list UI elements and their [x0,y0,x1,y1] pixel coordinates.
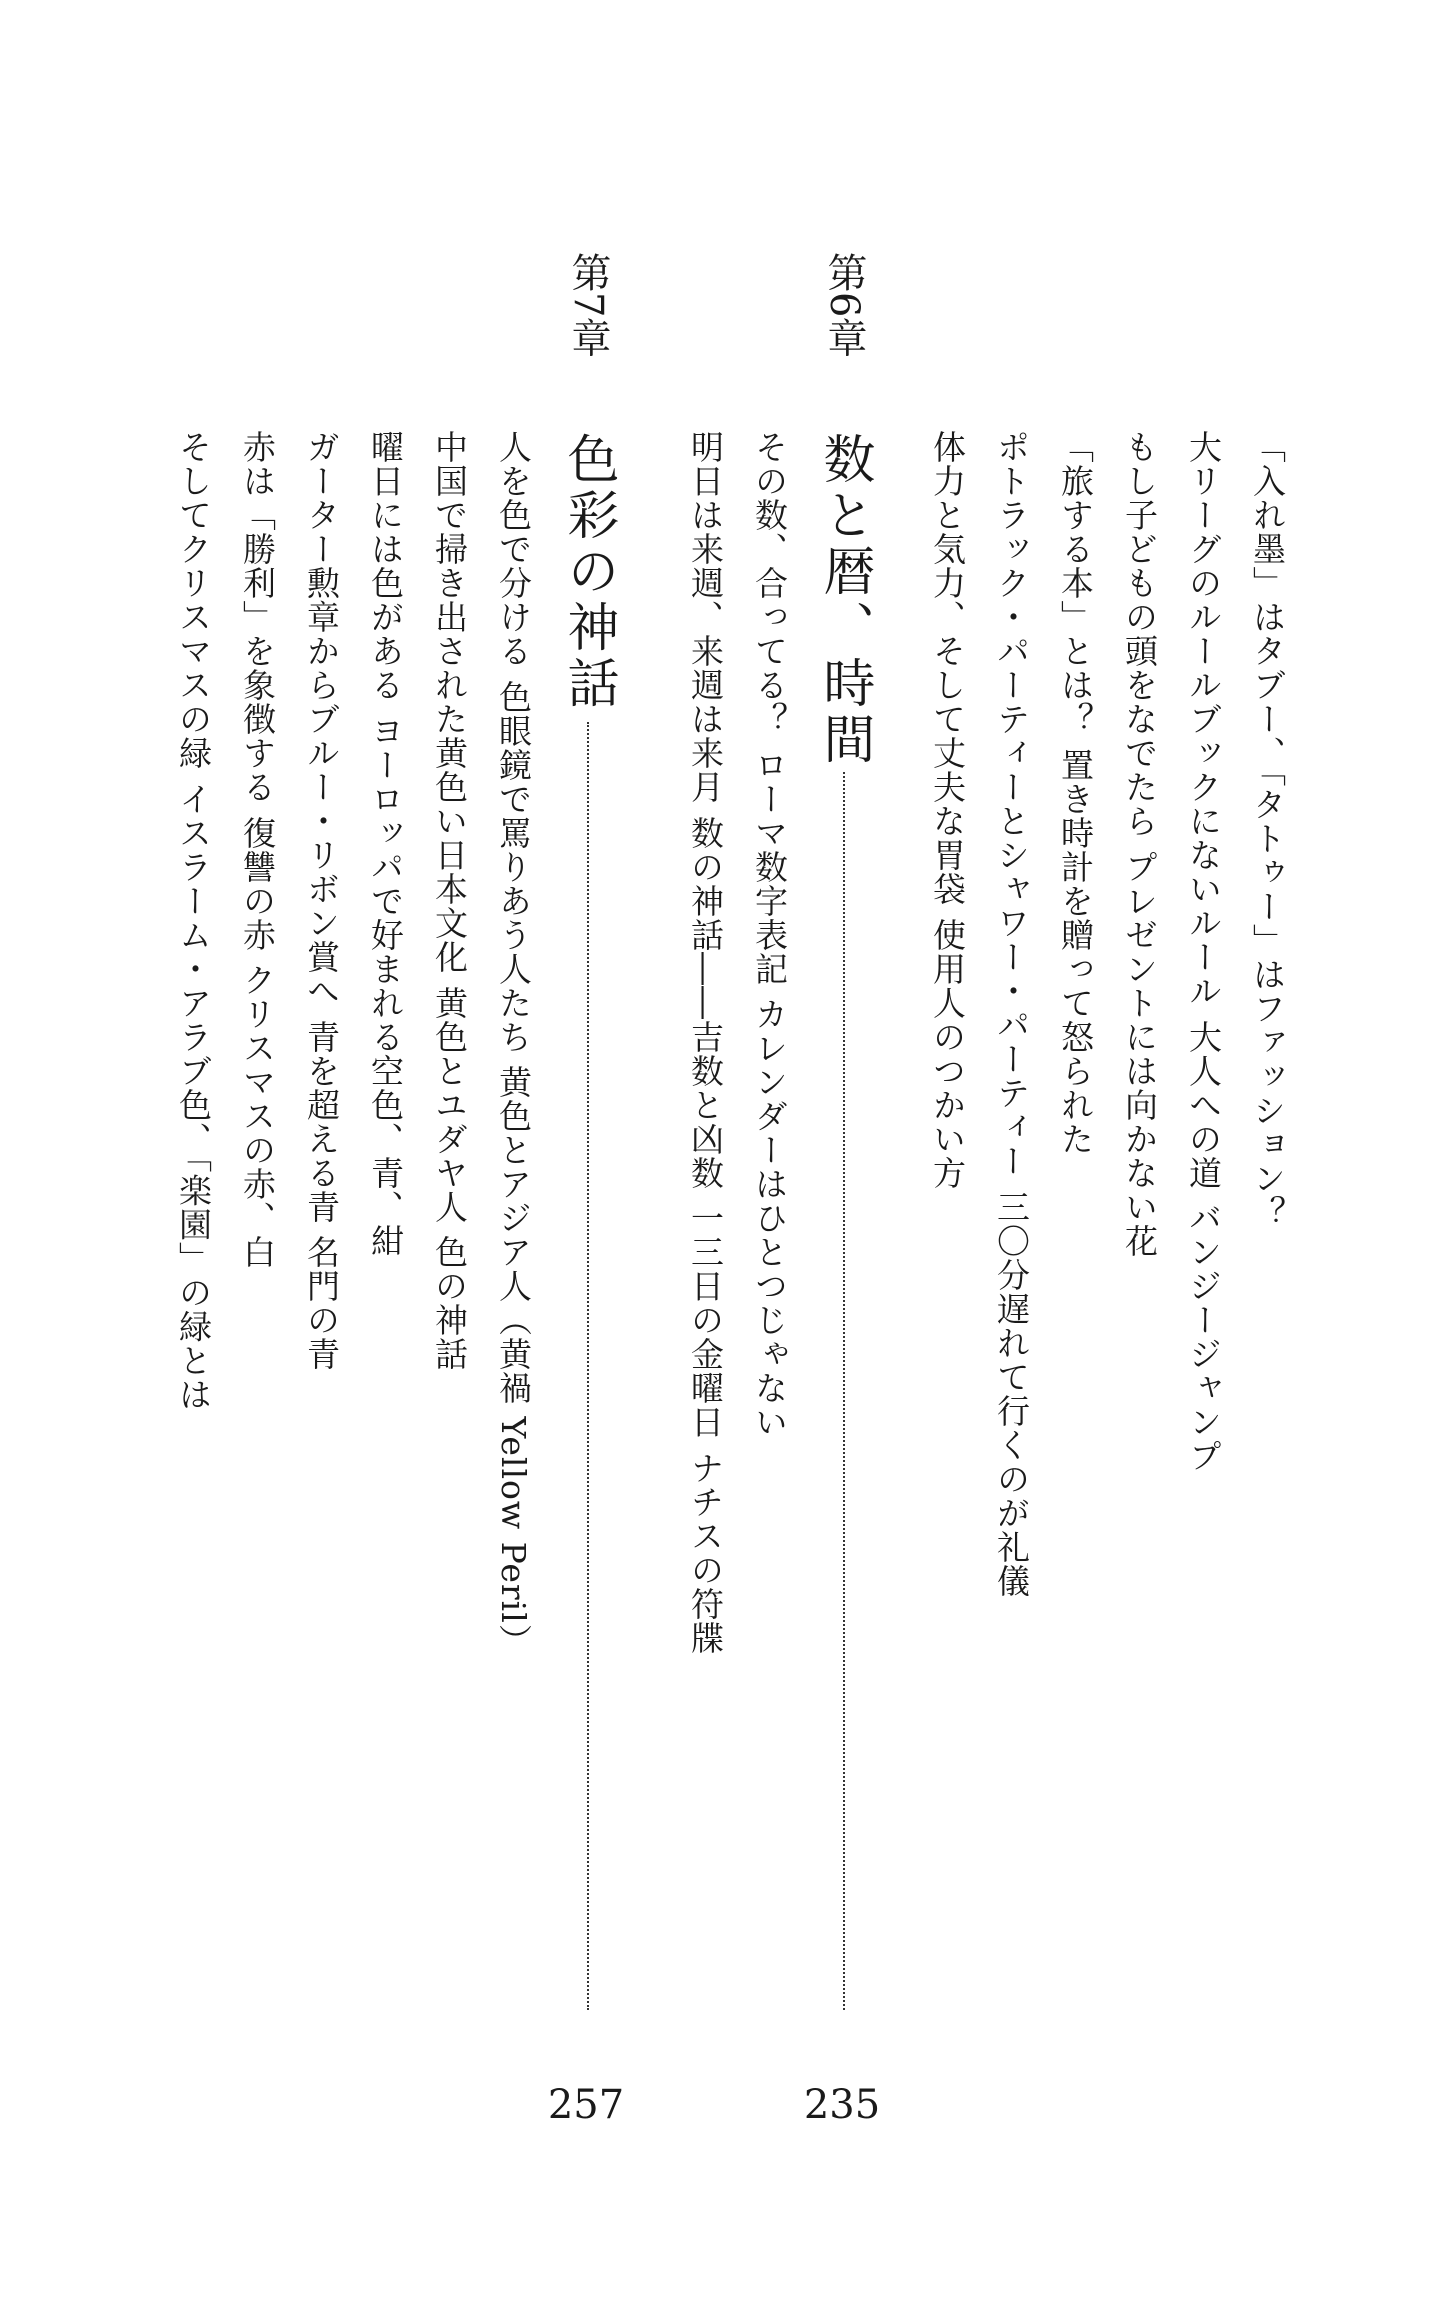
toc-entry-ch7-3 [362,430,405,1258]
chapter-6-title: 数と暦、時間 [814,432,874,768]
toc-entry-text: 数の神話――吉数と凶数 [686,815,725,1190]
toc-entry-prev-1 [1244,430,1287,1230]
chapter-7-leader-dots [587,722,589,2010]
toc-entry-text: 体力と気力、そして丈夫な胃袋 [928,430,967,906]
toc-entry-text: 三〇分遅れて行くのが礼儀 [992,1189,1031,1598]
toc-entry-text: カレンダーはひとつじゃない [750,997,789,1439]
toc-entry-ch7-4 [298,430,341,1371]
toc-entry-text: 黄色とユダヤ人 [430,985,469,1224]
toc-entry-ch7-5 [234,430,277,1269]
toc-entry-text: ヨーロッパで好まれる空色、青、紺 [366,713,405,1258]
toc-entry-ch7-6 [170,430,213,1411]
toc-entry-text: 大リーグのルールブックにないルール [1184,430,1223,1008]
toc-entry-text: 色の神話 [430,1235,469,1371]
toc-entry-ch7-1 [490,430,533,1658]
chapter-6-leader-dots [843,772,845,2010]
toc-entry-prev-4 [1052,430,1095,1156]
toc-entry-text: 一三日の金曜日 [686,1201,725,1439]
chapter-7-title: 色彩の神話 [558,432,618,712]
toc-entry-text: 黄色とアジア人（黄禍 Yellow Peril） [494,1065,533,1658]
toc-entry-text: 人を色で分ける [494,430,533,668]
toc-entry-text: 赤は「勝利」を象徴する [238,430,277,804]
toc-entry-prev-2 [1180,430,1223,1473]
toc-entry-text: そしてクリスマスの緑 [174,430,213,770]
toc-entry-text: ガーター勲章からブルー・リボン賞へ [302,430,341,1008]
toc-entry-text: イスラーム・アラブ色、「楽園」の緑とは [174,781,213,1411]
toc-entry-text: ローマ数字表記 [750,747,789,986]
toc-entry-text: プレゼントには向かない花 [1120,849,1159,1258]
toc-entry-text: 大人への道 [1184,1019,1223,1190]
toc-entry-ch6-2 [682,430,725,1655]
chapter-6-number: 第6章 [821,252,867,358]
toc-entry-text: ナチスの符牒 [686,1450,725,1655]
toc-entry-text: 「入れ墨」はタブー、「タトゥー」はファッション？ [1248,430,1287,1230]
toc-entry-text: バンジージャンプ [1184,1201,1223,1473]
chapter-7-number: 第7章 [565,252,611,358]
toc-entry-text: 使用人のつかい方 [928,917,967,1190]
toc-entry-text: もし子どもの頭をなでたら [1120,430,1159,838]
toc-entry-prev-3 [1116,430,1159,1258]
toc-entry-text: その数、合ってる？ [750,430,789,736]
chapter-7-page-number: 257 [547,2082,625,2128]
toc-entry-text: 「旅する本」とは？ [1056,430,1095,736]
chapter-6-page-number: 235 [803,2082,881,2128]
toc-entry-prev-6 [924,430,967,1190]
toc-entry-ch7-2 [426,430,469,1371]
toc-entry-text: 色眼鏡で罵りあう人たち [494,679,533,1054]
toc-entry-prev-5 [988,430,1031,1598]
toc-entry-text: ポトラック・パーティーとシャワー・パーティー [992,430,1031,1178]
toc-entry-text: 名門の青 [302,1235,341,1371]
toc-entry-text: 曜日には色がある [366,430,405,702]
toc-entry-text: クリスマスの赤、白 [238,963,277,1269]
toc-entry-text: 復讐の赤 [238,815,277,952]
toc-entry-ch6-1 [746,430,789,1439]
toc-entry-text: 中国で掃き出された黄色い日本文化 [430,430,469,974]
toc-entry-text: 明日は来週、来週は来月 [686,430,725,804]
toc-entry-text: 置き時計を贈って怒られた [1056,747,1095,1156]
toc-entry-text: 青を超える青 [302,1019,341,1224]
